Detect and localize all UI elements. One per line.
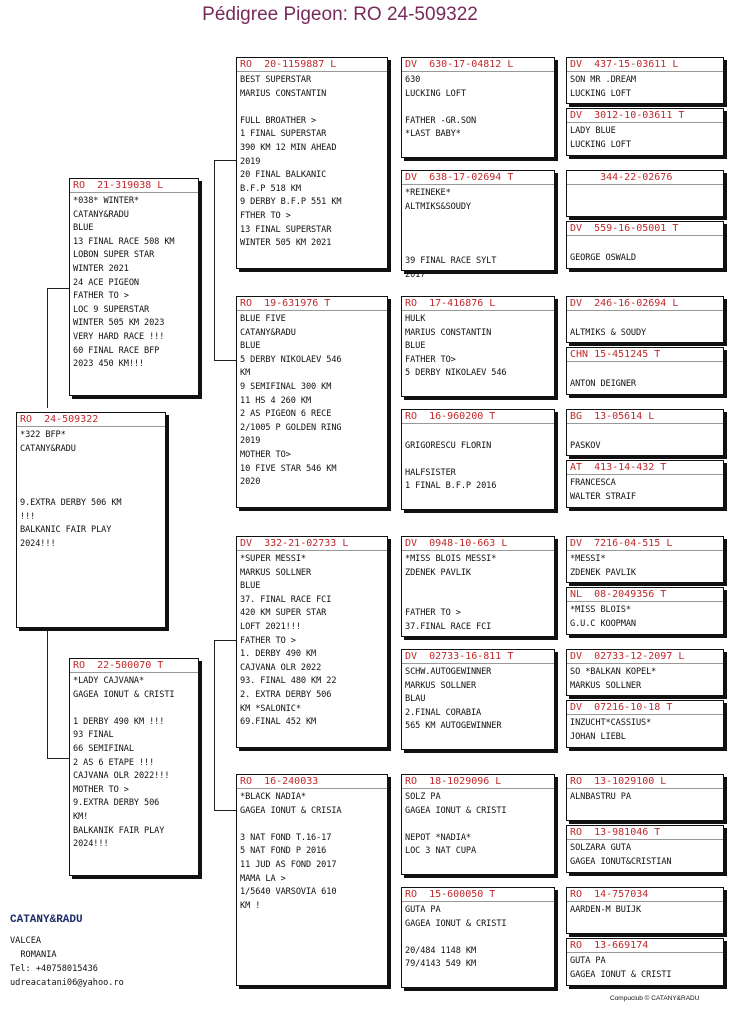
pigeon-details: BEST SUPERSTAR MARIUS CONSTANTIN FULL BROATHER > 1 FINAL SUPERSTAR 390 KM 12 MIN AHEAD 2019 20 FINAL BALKANIC B.F.P 518 KM 9 DERBY B.F.P 551 KM FTHER TO > 13 FINAL SUPERSTAR WINTER 505 KM 2021 [240,75,342,249]
connector-line [47,628,48,758]
connector-line [214,640,215,810]
ring-number: RO 16-960200 T [405,411,551,424]
ring-number: DV 332-21-02733 L [240,538,384,551]
grand-dam-paternal-card[interactable] [236,296,388,508]
ancestor-card[interactable] [566,170,724,217]
ancestor-card[interactable] [566,57,724,104]
sire-card[interactable] [69,178,199,396]
ancestor-card[interactable] [401,170,555,280]
connector-line [214,810,236,811]
pigeon-details: *322 BFP* CATANY&RADU 9.EXTRA DERBY 506 KM !!! BALKANIC FAIR PLAY 2024!!! [20,430,122,549]
connector-line [47,288,48,408]
ring-number: RO 24-509322 [20,414,162,427]
pigeon-details: SOLZ PA GAGEA IONUT & CRISTI NEPOT *NADIA* LOC 3 NAT CUPA [405,792,507,857]
pigeon-details: FRANCESCA WALTER STRAIF [570,478,636,502]
connector-line [47,288,69,289]
ancestor-card[interactable] [566,108,724,156]
ancestor-card[interactable] [566,221,724,269]
pigeon-details: *MISS BLOIS MESSI* ZDENEK PAVLIK FATHER TO > 37.FINAL RACE FCI [405,554,497,632]
pigeon-details: GUTA PA GAGEA IONUT & CRISTI [570,956,672,980]
pigeon-details: SCHW.AUTOGEWINNER MARKUS SOLLNER BLAU 2.FINAL CORABIA 565 KM AUTOGEWINNER [405,667,502,732]
ancestor-card[interactable] [401,887,555,988]
ring-number: DV 437-15-03611 L [570,59,720,72]
software-credit: Compuclub © CATANY&RADU [610,995,700,1002]
ring-number: RO 13-981046 T [570,827,720,840]
connector-line [214,360,236,361]
ring-number: RO 16-240033 [240,776,384,789]
connector-line [214,160,236,161]
ring-number: CHN 15-451245 T [570,349,720,362]
ring-number: RO 21-319038 L [73,180,195,193]
ring-number: RO 22-500070 T [73,660,195,673]
pigeon-details: PASKOV [570,440,601,451]
ring-number: DV 638-17-02694 T [405,172,551,185]
pigeon-details: *MISS BLOIS* G.U.C KOOPMAN [570,605,636,629]
breeder-contact: VALCEA ROMANIA Tel: +40758015436 udreacatani06@yahoo.ro [10,936,124,988]
ancestor-card[interactable] [566,938,724,986]
ring-number: DV 559-16-05001 T [570,223,720,236]
ancestor-card[interactable] [401,774,555,875]
ancestor-card[interactable] [566,460,724,508]
ring-number: RO 13-669174 [570,940,720,953]
ring-number: BG 13-05614 L [570,411,720,424]
grand-dam-maternal-card[interactable] [236,774,388,986]
connector-line [214,160,215,360]
pigeon-details: *REINEKE* ALTMIKS&SOUDY 39 FINAL RACE SYLT 2017 [405,188,497,280]
ring-number: DV 3012-10-03611 T [570,110,720,123]
ancestor-card[interactable] [566,649,724,696]
ancestor-card[interactable] [401,57,555,158]
ring-number: RO 15-600050 T [405,889,551,902]
ancestor-card[interactable] [566,825,724,873]
ancestor-card[interactable] [566,587,724,635]
pigeon-details: *SUPER MESSI* MARKUS SOLLNER BLUE 37. FINAL RACE FCI 420 KM SUPER STAR LOFT 2021!!! FATHER TO > 1. DERBY 490 KM CAJVANA OLR 2022 93. FINAL 480 KM 22 2. EXTRA DERBY 506 KM *SALONIC* 69.FINAL 452 KM [240,554,337,728]
pigeon-details: SOLZARA GUTA GAGEA IONUT&CRISTIAN [570,843,672,867]
pigeon-details: ALNBASTRU PA [570,792,631,802]
ring-number: DV 246-16-02694 L [570,298,720,311]
ring-number: AT 413-14-432 T [570,462,720,475]
breeder-name: CATANY&RADU [10,914,83,926]
pigeon-details: AARDEN-M BUIJK [570,905,642,915]
page-title: Pédigree Pigeon: RO 24-509322 [202,4,478,25]
pigeon-details: HULK MARIUS CONSTANTIN BLUE FATHER TO> 5 DERBY NIKOLAEV 546 [405,314,507,379]
connector-line [214,640,236,641]
ring-number: RO 14-757034 [570,889,720,902]
ancestor-card[interactable] [401,649,555,750]
ring-number: RO 18-1029096 L [405,776,551,789]
pigeon-details: 630 LUCKING LOFT FATHER -GR.SON *LAST BABY* [405,75,477,140]
ring-number: DV 630-17-04812 L [405,59,551,72]
ancestor-card[interactable] [566,700,724,748]
pigeon-details: *038* WINTER* CATANY&RADU BLUE 13 FINAL RACE 508 KM LOBON SUPER STAR WINTER 2021 24 ACE PIGEON FATHER TO > LOC 9 SUPERSTAR WINTER 505 KM 2023 VERY HARD RACE !!! 60 FINAL RACE BFP 2023 450 KM!!! [73,196,175,370]
pigeon-details: SO *BALKAN KOPEL* MARKUS SOLLNER [570,667,657,691]
ring-number: DV 02733-16-811 T [405,651,551,664]
ancestor-card[interactable] [401,409,555,510]
pigeon-details: *LADY CAJVANA* GAGEA IONUT & CRISTI 1 DERBY 490 KM !!! 93 FINAL 66 SEMIFINAL 2 AS 6 ETAPE !!! CAJVANA OLR 2022!!! MOTHER TO > 9.EXTRA DERBY 506 KM! BALKANIK FAIR PLAY 2024!!! [73,676,175,850]
pigeon-details: SON MR .DREAM LUCKING LOFT [570,75,636,99]
grand-sire-paternal-card[interactable] [236,57,388,269]
ancestor-card[interactable] [566,536,724,583]
ancestor-card[interactable] [566,887,724,934]
ancestor-card[interactable] [401,536,555,637]
ring-number: RO 13-1029100 L [570,776,720,789]
ring-number: RO 17-416876 L [405,298,551,311]
ring-number: NL 08-2049356 T [570,589,720,602]
pigeon-details: ANTON DEIGNER [570,378,636,389]
pigeon-details: *MESSI* ZDENEK PAVLIK [570,554,636,578]
pigeon-details: LADY BLUE LUCKING LOFT [570,126,631,150]
pigeon-details: INZUCHT*CASSIUS* JOHAN LIEBL [570,718,652,742]
pigeon-details: GRIGORESCU FLORIN HALFSISTER 1 FINAL B.F.P 2016 [405,440,497,492]
ancestor-card[interactable] [566,296,724,343]
pigeon-details: GUTA PA GAGEA IONUT & CRISTI 20/484 1148 KM 79/4143 549 KM [405,905,507,970]
ring-number: DV 0948-10-663 L [405,538,551,551]
ring-number: RO 19-631976 T [240,298,384,311]
dam-card[interactable] [69,658,199,876]
ancestor-card[interactable] [566,774,724,821]
pigeon-details: BLUE FIVE CATANY&RADU BLUE 5 DERBY NIKOLAEV 546 KM 9 SEMIFINAL 300 KM 11 HS 4 260 KM 2 AS PIGEON 6 RECE 2/1005 P GOLDEN RING 2019 MOTHER TO> 10 FIVE STAR 546 KM 2020 [240,314,342,488]
ancestor-card[interactable] [566,409,724,456]
pigeon-details: GEORGE OSWALD [570,252,636,263]
ancestor-card[interactable] [401,296,555,397]
ancestor-card[interactable] [566,347,724,395]
ring-number: DV 7216-04-515 L [570,538,720,551]
pigeon-details: ALTMIKS & SOUDY [570,327,647,338]
connector-line [47,758,69,759]
ring-number: 344-22-02676 [570,172,720,185]
ring-number: DV 02733-12-2097 L [570,651,720,664]
ring-number: DV 07216-10-18 T [570,702,720,715]
grand-sire-maternal-card[interactable] [236,536,388,748]
subject-pigeon-card[interactable] [16,412,166,628]
ring-number: RO 20-1159887 L [240,59,384,72]
pigeon-details: *BLACK NADIA* GAGEA IONUT & CRISIA 3 NAT FOND T.16-17 5 NAT FOND P 2016 11 JUD AS FOND 2017 MAMA LA > 1/5640 VARSOVIA 610 KM ! [240,792,342,911]
